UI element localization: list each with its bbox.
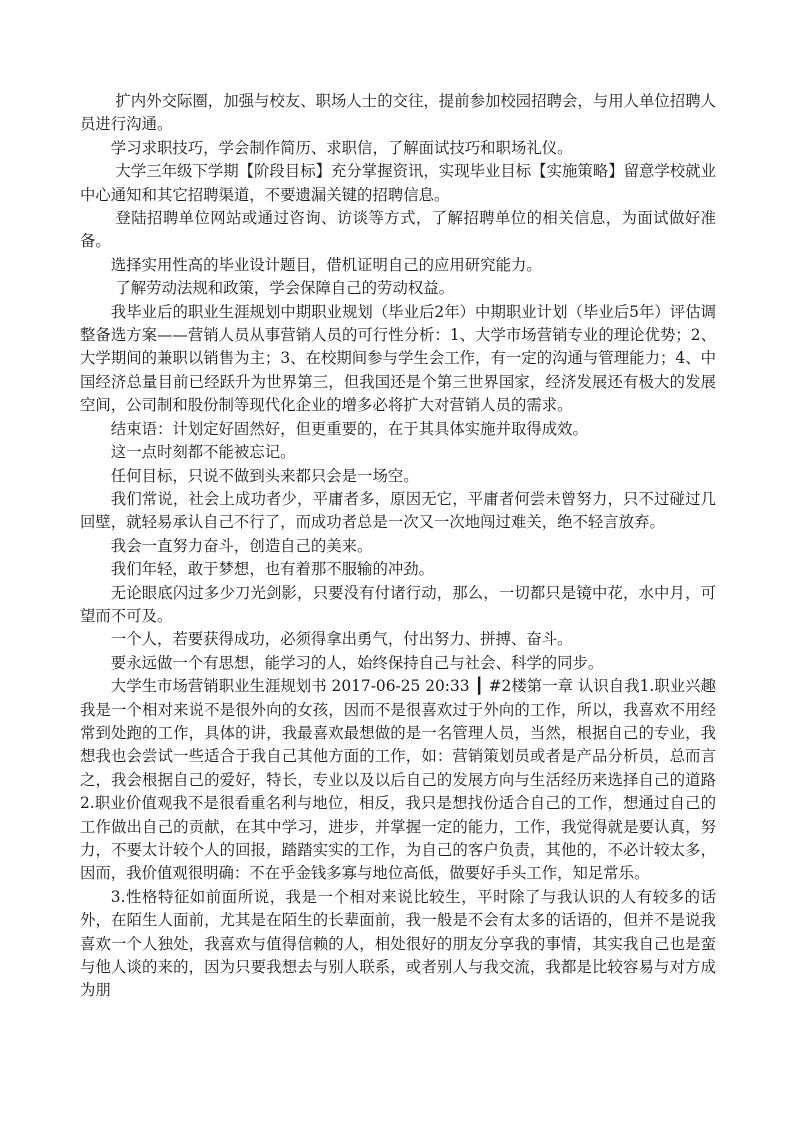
paragraph-job-skills: 学习求职技巧，学会制作简历、求职信，了解面试技巧和职场礼仪。: [110, 138, 573, 157]
paragraph-junior-year-goal: 大学三年级下学期【阶段目标】充分掌握资讯，实现毕业目标【实施策略】留意学校就业中心通知和其它招聘渠道，不要遗漏关键的招聘信息。: [80, 162, 716, 204]
paragraph-personality: 3.性格特征如前面所说，我是一个相对来说比较生，平时除了与我认识的人有较多的话外，在陌生人面前，尤其是在陌生的长辈面前，我一般是不会有太多的话语的，但并不是说我喜欢一个人独处，我喜欢与值得信赖的人，相处很好的朋友分享我的事情，其实我自己也是蛮与他人谈的来的，因为只要我想去与别人联系，或者别人与我交流，我都是比较容易与对方成为朋: [80, 887, 716, 1000]
paragraph-young-dream: 我们年轻，敢于梦想，也有着那不服输的冲劲。: [110, 560, 435, 579]
paragraph-success-few: 我们常说，社会上成功者少，平庸者多，原因无它，平庸者何尝未曾努力，只不过碰过几回壁，就轻易承认自己不行了，而成功者总是一次又一次地闯过难关，绝不轻言放弃。: [80, 489, 716, 532]
paragraph-take-action: 无论眼底闪过多少刀光剑影，只要没有付诸行动，那么，一切都只是镜中花，水中月，可望而不可及。: [80, 583, 716, 625]
paragraph-conclusion: 结束语：计划定好固然好，但更重要的，在于其具体实施并取得成效。: [110, 419, 588, 438]
document-body: [80, 90, 716, 1003]
paragraph-labor-law: 了解劳动法规和政策，学会保障自己的劳动权益。: [115, 279, 455, 298]
paragraph-graduation-project: 选择实用性高的毕业设计题目，借机证明自己的应用研究能力。: [110, 255, 542, 274]
paragraph-any-goal: 任何目标，只说不做到头来都只会是一场空。: [110, 466, 419, 485]
paragraph-self-knowledge: 大学生市场营销职业生涯规划书 2017-06-25 20:33 ┃ #2楼第一章 认识自我1.职业兴趣我是一个相对来说不是很外向的女孩，因而不是很喜欢过于外向的工作，所以，我喜欢不用经常到处跑的工作，具体的讲，我最喜欢最想做的是一名管理人员，当然，根据自己的专业，我想我也会尝试一些适合于我自己其他方面的工作，如：营销策划员或者是产品分析员，总而言之，我会根据自己的爱好，特长，专业以及以后自己的发展方向与生活经历来选择自己的道路 2.职业价值观我不是很看重名利与地位，相反，我只是想找份适合自己的工作，想通过自己的工作做出自己的贡献，在其中学习，进步，并掌握一定的能力，工作，我觉得就是要认真，努力，不要太计较个人的回报，踏踏实实的工作，为自己的客户负责，其他的，不必计较太多，因而，我价值观很明确：不在乎金钱多寡与地位高低，做要好手头工作，知足常乐。: [80, 677, 716, 883]
paragraph-research-employers: 登陆招聘单位网站或通过咨询、访谈等方式，了解招聘单位的相关信息，为面试做好准备。: [80, 209, 716, 251]
paragraph-courage: 一个人，若要获得成功，必须得拿出勇气，付出努力、拼搏、奋斗。: [110, 630, 573, 649]
paragraph-keep-learning: 要永远做一个有思想，能学习的人，始终保持自己与社会、科学的同步。: [110, 653, 604, 672]
paragraph-career-plan: 我毕业后的职业生涯规划中期职业规划（毕业后2年）中期职业计划（毕业后5年）评估调整备选方案——营销人员从事营销人员的可行性分析：1、大学市场营销专业的理论优势；2、大学期间的兼职以销售为主；3、在校期间参与学生会工作，有一定的沟通与管理能力；4、中国经济总量目前已经跃升为世界第三，但我国还是个第三世界国家，经济发展还有极大的发展空间，公司制和股份制等现代化企业的增多必将扩大对营销人员的需求。: [80, 302, 716, 415]
paragraph-expand-network: 扩内外交际圈，加强与校友、职场人士的交往，提前参加校园招聘会，与用人单位招聘人员进行沟通。: [80, 92, 716, 134]
paragraph-never-forget: 这一点时刻都不能被忘记。: [110, 443, 296, 462]
paragraph-keep-striving: 我会一直努力奋斗，创造自己的美来。: [110, 536, 373, 555]
